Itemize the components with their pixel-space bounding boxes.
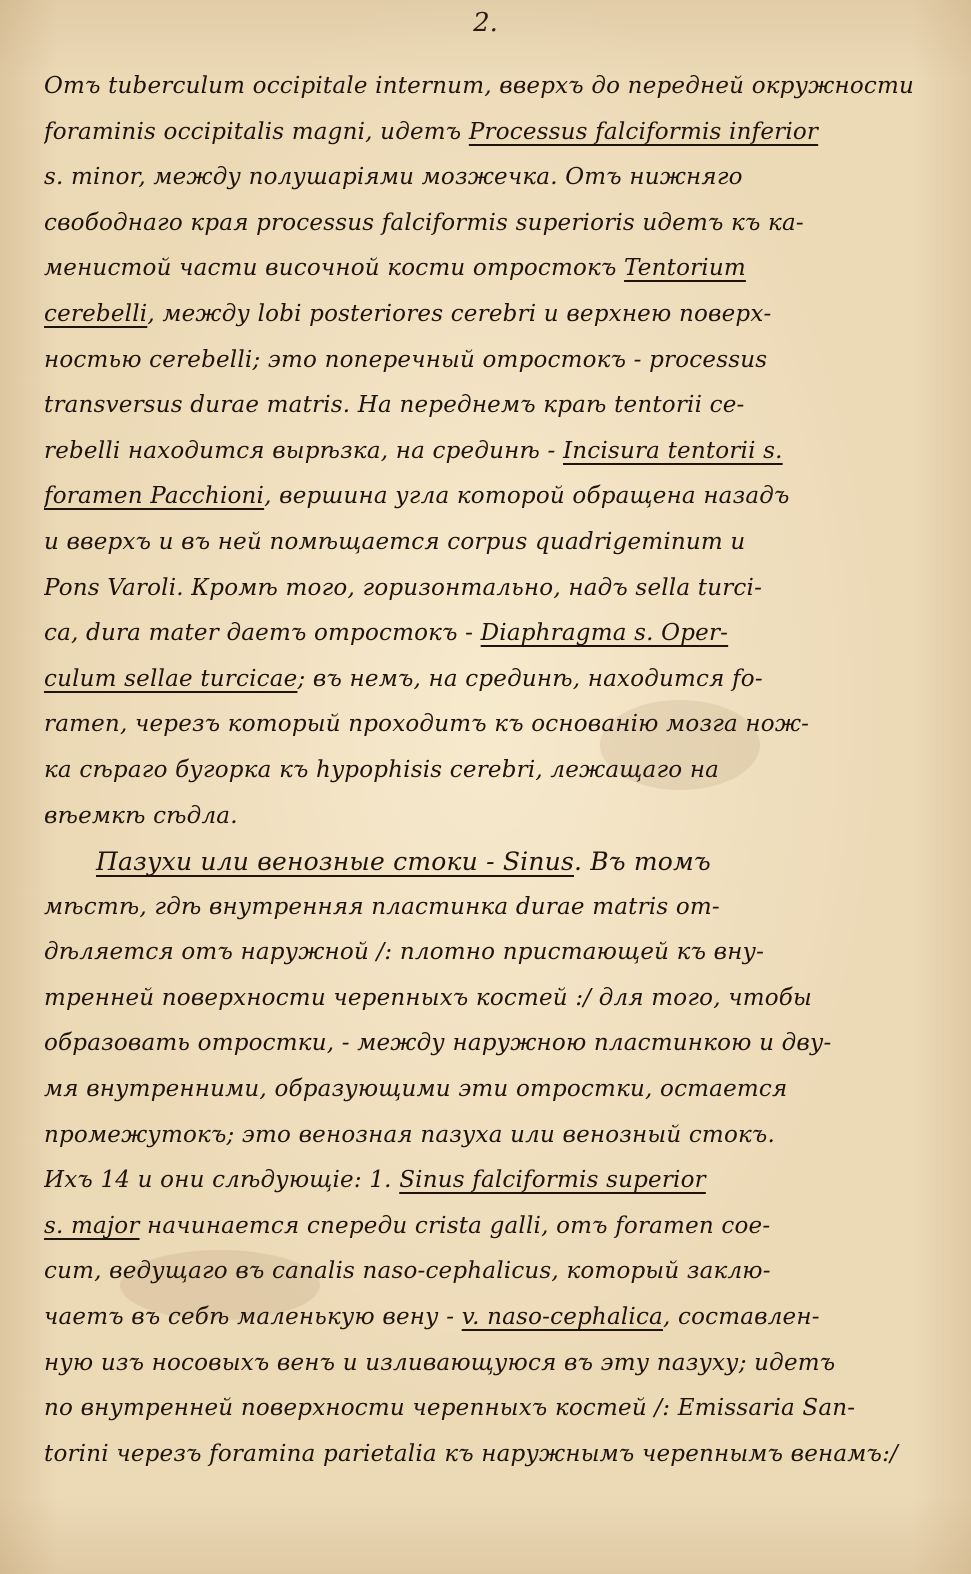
underlined-term: v. naso-cephalica (461, 1304, 663, 1331)
text-line (44, 1432, 934, 1478)
underlined-term: culum sellae turcicae (44, 665, 298, 692)
handwritten-text-block (44, 64, 934, 1477)
underlined-term: Sinus falciformis superior (399, 1167, 706, 1194)
text-line (44, 1341, 934, 1387)
text-segment: Pons Varoli. Кромѣ того, горизонтально, надъ sella turci- (44, 574, 763, 601)
text-segment: ; въ немъ, на срединѣ, находится fo- (297, 665, 763, 692)
text-line (44, 794, 934, 840)
text-line (44, 201, 934, 247)
text-segment: ca, dura mater даетъ отростокъ - (44, 620, 481, 647)
text-line (44, 1204, 934, 1250)
text-segment: ramen, черезъ который проходитъ къ основанію мозга нож- (44, 711, 810, 738)
underlined-term: cerebelli (44, 300, 148, 327)
text-line (44, 520, 934, 566)
text-segment: мѣстѣ, гдѣ внутренняя пластинка durae matris от- (44, 893, 720, 920)
underlined-term: Tentorium (624, 255, 746, 282)
text-line (44, 1021, 934, 1067)
text-line (44, 474, 934, 520)
text-line (44, 110, 934, 156)
text-line (44, 429, 934, 475)
text-segment: , составлен- (662, 1304, 820, 1331)
text-segment: ностью cerebelli; это поперечный отростокъ - processus (44, 346, 768, 373)
page-number: 2. (473, 8, 498, 38)
text-line (44, 611, 934, 657)
text-segment: мя внутренними, образующими эти отростки, остается (44, 1076, 788, 1103)
text-line (44, 566, 934, 612)
text-line (44, 885, 934, 931)
text-segment: образовать отростки, - между наружною пластинкою и дву- (44, 1030, 832, 1057)
text-segment: , между lobi posteriores cerebri и верхнею поверх- (147, 300, 772, 327)
text-segment: cum, ведущаго въ canalis naso-cephalicus, который заклю- (44, 1258, 771, 1285)
text-segment: . Въ томъ (574, 847, 711, 877)
underlined-term: foramen Pacchioni (44, 483, 265, 510)
text-segment: s. minor, между полушаріями мозжечка. Отъ нижняго (44, 164, 743, 191)
underlined-term: Diaphragma s. Oper- (480, 620, 729, 647)
text-segment: свободнаго края processus falciformis superioris идетъ къ ка- (44, 209, 804, 236)
text-line (44, 657, 934, 703)
text-segment: torini черезъ foramina parietalia къ наружнымъ черепнымъ венамъ:/ (44, 1440, 898, 1467)
text-line (44, 246, 934, 292)
underlined-term: s. major (44, 1212, 140, 1239)
text-segment: foraminis occipitalis magni, идетъ (44, 118, 469, 145)
text-segment: ка сѣраго бугорка къ hypophisis cerebri, лежащаго на (44, 756, 720, 783)
section-heading-line (44, 839, 934, 885)
text-segment: Ихъ 14 и они слѣдующіе: 1. (44, 1167, 400, 1194)
underlined-term: Incisura tentorii s. (563, 437, 783, 464)
text-segment: начинается спереди crista galli, отъ foramen coe- (139, 1212, 771, 1239)
text-segment: rebelli находится вырѣзка, на срединѣ - (44, 437, 563, 464)
text-line (44, 748, 934, 794)
text-line (44, 64, 934, 110)
text-line (44, 1158, 934, 1204)
text-line (44, 383, 934, 429)
text-segment: по внутренней поверхности черепныхъ костей /: Emissaria San- (44, 1395, 856, 1422)
text-line (44, 338, 934, 384)
text-line (44, 155, 934, 201)
text-line (44, 1386, 934, 1432)
text-line (44, 976, 934, 1022)
text-line (44, 1113, 934, 1159)
text-line (44, 292, 934, 338)
underlined-term: Processus falciformis inferior (468, 118, 819, 145)
text-line (44, 1295, 934, 1341)
text-line (44, 1249, 934, 1295)
text-segment: и вверхъ и въ ней помѣщается corpus quadrigeminum и (44, 528, 746, 555)
text-segment: тренней поверхности черепныхъ костей :/ для того, чтобы (44, 984, 812, 1011)
text-line (44, 702, 934, 748)
text-segment: , вершина угла которой обращена назадъ (264, 483, 790, 510)
text-line (44, 930, 934, 976)
text-line (44, 1067, 934, 1113)
text-segment: transversus durae matris. На переднемъ краѣ tentorii ce- (44, 392, 745, 419)
text-segment: Отъ tuberculum occipitale internum, вверхъ до передней окружности (44, 73, 914, 99)
text-segment: дѣляется отъ наружной /: плотно пристающей къ вну- (44, 939, 765, 966)
text-segment: менистой части височной кости отростокъ (44, 255, 625, 282)
text-segment: чаетъ въ себѣ маленькую вену - (44, 1304, 462, 1331)
text-segment: ную изъ носовыхъ венъ и изливающуюся въ эту пазуху; идетъ (44, 1349, 836, 1376)
text-segment: вѣемкѣ сѣдла. (44, 802, 238, 829)
text-segment: промежутокъ; это венозная пазуха или венозный стокъ. (44, 1121, 775, 1148)
underlined-term: Пазухи или венозные стоки - Sinus (96, 847, 575, 877)
